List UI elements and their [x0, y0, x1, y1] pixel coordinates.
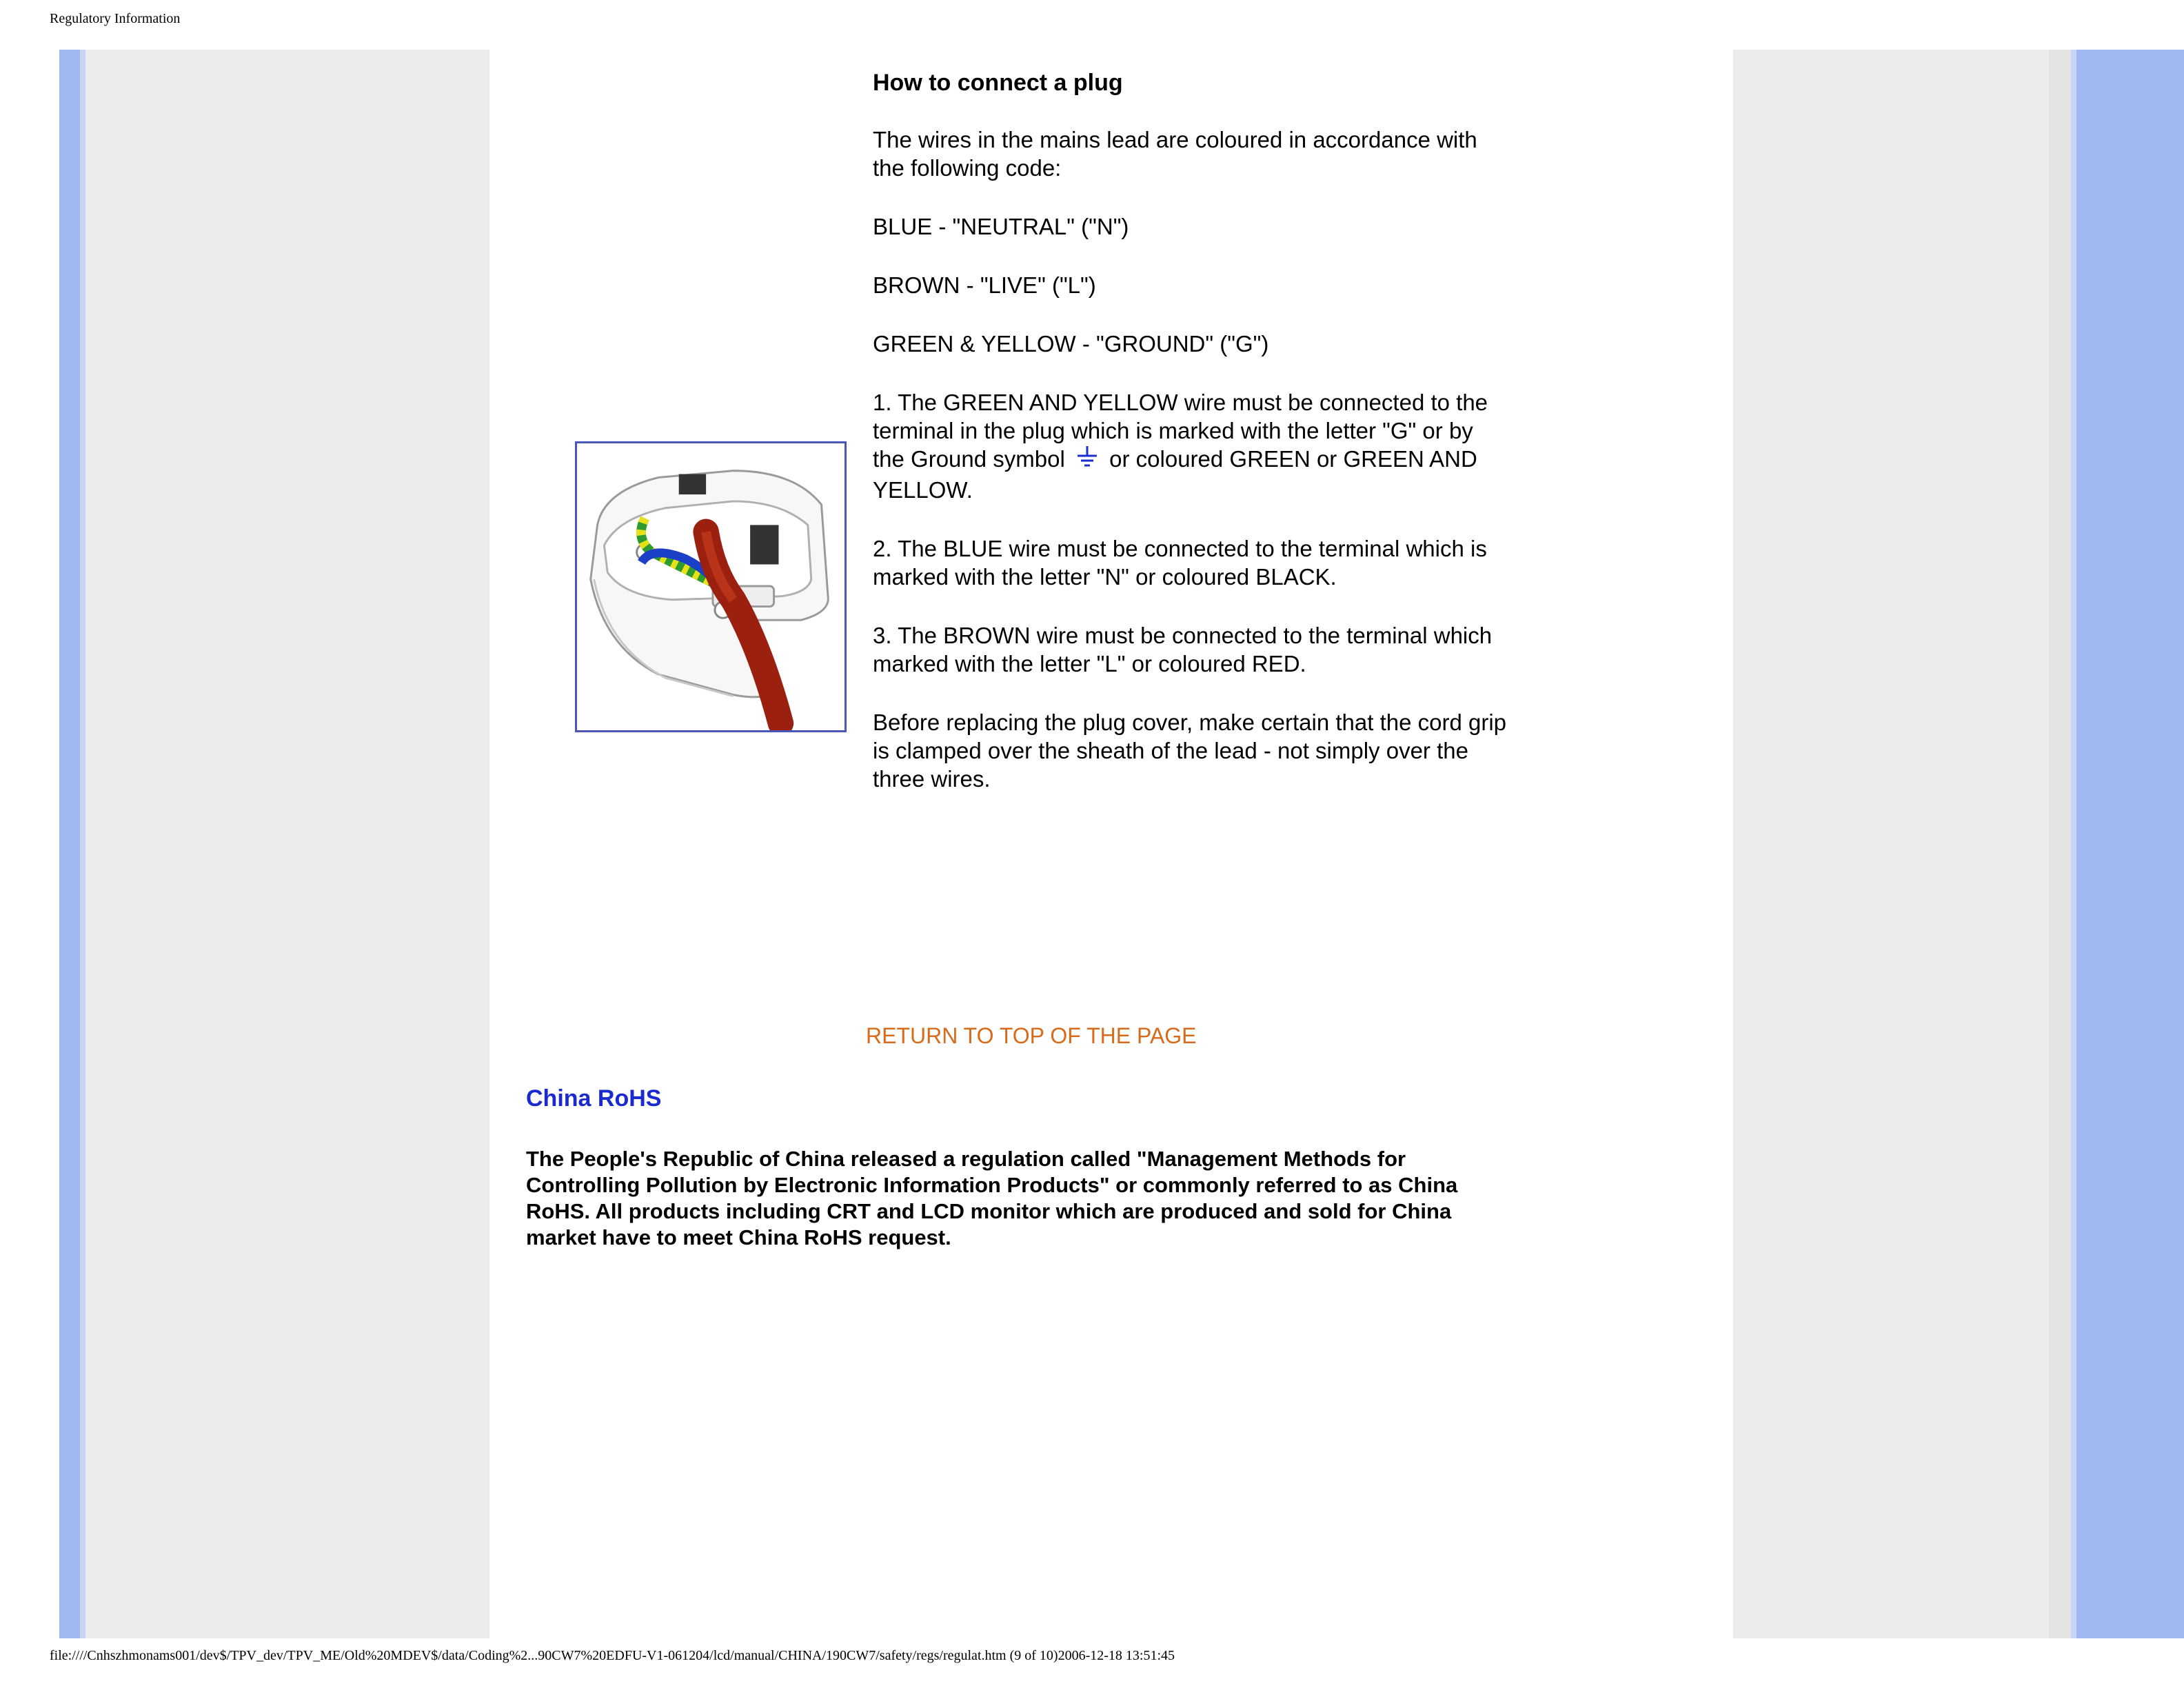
right-frame-highlight — [2071, 50, 2076, 1638]
right-frame-bar — [2071, 50, 2184, 1638]
step-1-text-a: 1. The GREEN AND YELLOW wire must be connected to the terminal in the plug which is marked with the letter "G" or by the Ground symbol — [873, 390, 1488, 472]
plug-wiring-illustration — [575, 441, 847, 732]
china-rohs-body: The People's Republic of China released a regulation called "Management Methods for Controlling Pollution by Electronic Information Products" or commonly referred to as China RoHS. All products including CRT and LCD monitor which are produced and sold for China market have to meet China RoHS request. — [526, 1147, 1458, 1249]
step-1 — [873, 388, 1507, 504]
right-margin-panel — [1733, 50, 2071, 1638]
plug-instructions — [873, 68, 1507, 823]
step-1-text-b: or coloured GREEN or GREEN AND YELLOW. — [873, 446, 1477, 503]
page-footer-url: file:////Cnhszhmonams001/dev$/TPV_dev/TPV_ME/Old%20MDEV$/data/Coding%2...90CW7%20EDFU-V1-061204/lcd/manual/CHINA/190CW7/safety/regs/regulat.htm (9 of 10)2006-12-18 13:51:45 — [50, 1648, 1175, 1663]
right-margin-edge — [2049, 50, 2071, 1638]
wire-code-brown: BROWN - "LIVE" ("L") — [873, 272, 1096, 298]
return-to-top-link[interactable]: RETURN TO TOP OF THE PAGE — [866, 1023, 1197, 1048]
plug-section-title: How to connect a plug — [873, 70, 1123, 96]
wire-code-intro: The wires in the mains lead are coloured in accordance with the following code: — [873, 127, 1477, 181]
left-margin-panel — [85, 50, 489, 1638]
left-frame-highlight — [80, 50, 85, 1638]
china-rohs-title: China RoHS — [526, 1085, 662, 1112]
plug-cover-note: Before replacing the plug cover, make certain that the cord grip is clamped over the sheath of the lead - not simply over the three wires. — [873, 710, 1507, 792]
wire-code-blue: BLUE - "NEUTRAL" ("N") — [873, 214, 1129, 239]
page-header-title: Regulatory Information — [50, 11, 181, 26]
ground-icon — [1075, 445, 1099, 476]
step-2: 2. The BLUE wire must be connected to the terminal which is marked with the letter "N" or coloured BLACK. — [873, 536, 1487, 590]
step-3: 3. The BROWN wire must be connected to the terminal which marked with the letter "L" or coloured RED. — [873, 623, 1493, 676]
wire-code-green: GREEN & YELLOW - "GROUND" ("G") — [873, 331, 1269, 356]
